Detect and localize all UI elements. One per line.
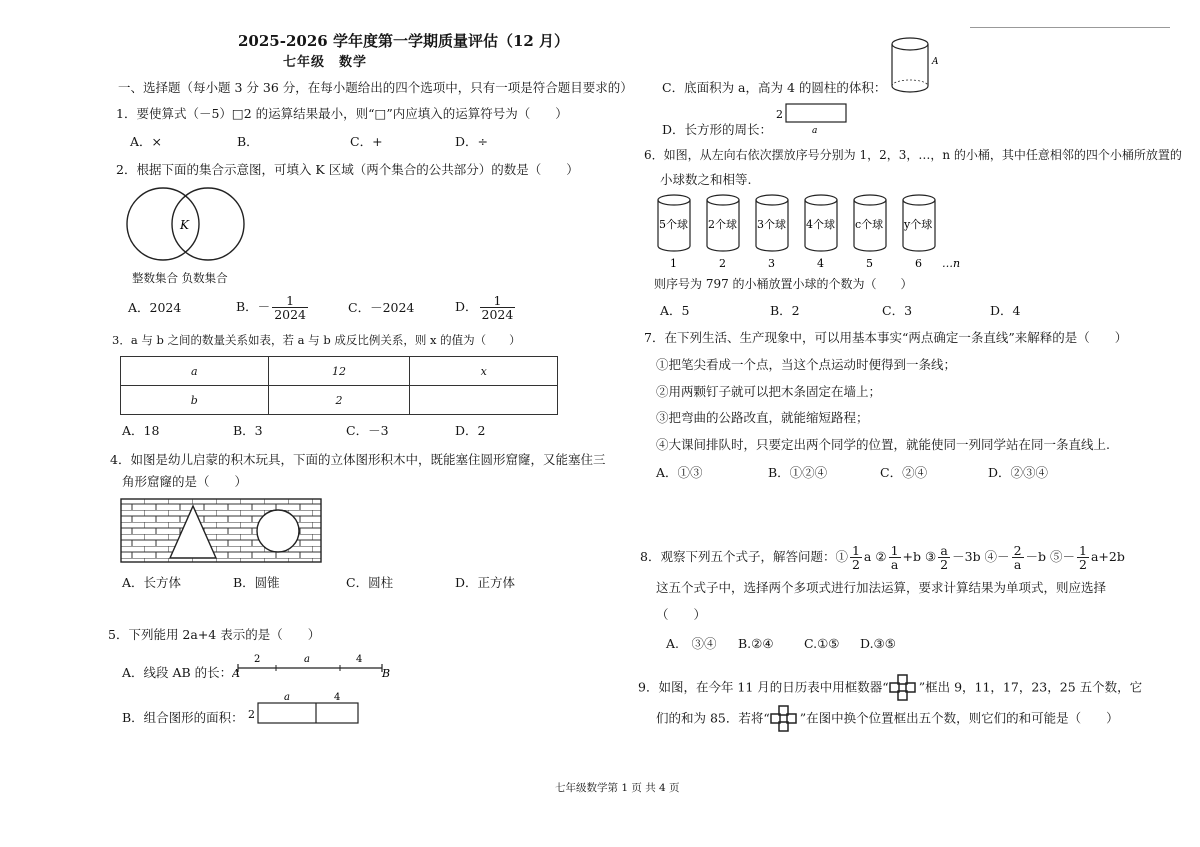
question-3-option-c: C．－3 xyxy=(346,423,389,438)
rect-top-a-label: a xyxy=(284,692,290,703)
expression-3-tail: －3b ④－ xyxy=(952,549,1010,564)
question-5-text: 5．下列能用 2a+4 表示的是（ ） xyxy=(108,627,321,642)
question-7-option-b: B．①②④ xyxy=(768,465,828,480)
scan-artifact-line xyxy=(970,27,1170,28)
bucket-number-1: 1 xyxy=(670,257,677,270)
question-6-text-line2: 小球数之和相等. xyxy=(660,172,752,187)
question-1-option-d: D．÷ xyxy=(455,134,488,149)
question-9-line1 xyxy=(638,674,1142,702)
question-8-intro: 8．观察下列五个式子，解答问题：① xyxy=(640,549,848,564)
question-5-option-c: C．底面积为 a，高为 4 的圆柱的体积： xyxy=(662,80,887,95)
buckets-figure xyxy=(650,192,970,274)
brick-wall-figure xyxy=(120,498,322,564)
question-1-option-b: B． xyxy=(237,134,259,149)
question-8-option-c: C.①⑤ xyxy=(804,636,840,651)
question-2-option-c: C．－2024 xyxy=(348,300,415,315)
page-footer: 七年级数学第 1 页 共 4 页 xyxy=(555,782,680,794)
bucket-4-label: 4个球 xyxy=(806,218,835,231)
table-cell: 2 xyxy=(268,386,410,415)
cylinder-figure xyxy=(888,36,944,98)
question-6-question: 则序号为 797 的小桶放置小球的个数为（ ） xyxy=(654,277,913,291)
question-2-option-b xyxy=(236,294,310,321)
segment-label-a: a xyxy=(304,654,310,665)
fraction-denominator: 2 xyxy=(1079,557,1087,572)
expression-1-tail: a ② xyxy=(863,549,887,564)
venn-caption: 整数集合 负数集合 xyxy=(132,271,228,285)
relation-table xyxy=(120,356,558,415)
fraction-denominator: 2024 xyxy=(481,307,514,322)
bucket-number-4: 4 xyxy=(817,257,824,270)
question-4-option-c: C．圆柱 xyxy=(346,575,394,590)
question-9-line1-start: 9．如图，在今年 11 月的日历表中用框数器“ xyxy=(638,679,889,695)
fraction xyxy=(938,544,950,571)
cross-frame-icon xyxy=(889,674,919,702)
segment-ab-figure xyxy=(232,650,397,680)
table-row xyxy=(121,386,558,415)
question-4-text-line1: 4．如图是幼儿启蒙的积木玩具，下面的立体图形积木中，既能塞住圆形窟窿，又能塞住三 xyxy=(110,452,606,467)
bucket-4 xyxy=(805,195,837,251)
bucket-2-label: 2个球 xyxy=(708,218,737,231)
expression-4-tail: －b ⑤－ xyxy=(1025,549,1075,564)
question-7-text: 7．在下列生活、生产现象中，可以用基本事实“两点确定一条直线”来解释的是（ ） xyxy=(644,330,1128,345)
question-6-option-d: D．4 xyxy=(990,303,1021,318)
table-cell: a xyxy=(121,357,269,386)
bucket-1 xyxy=(658,195,690,251)
question-1-text: 1．要使算式（－5）□2 的运算结果最小，则“□”内应填入的运算符号为（ ） xyxy=(116,106,568,121)
question-7-item-2: ②用两颗钉子就可以把木条固定在墙上； xyxy=(656,384,882,399)
fraction-numerator: 1 xyxy=(480,294,516,308)
table-cell: 12 xyxy=(268,357,410,386)
fraction xyxy=(480,294,516,321)
table-cell xyxy=(410,386,558,415)
fraction xyxy=(272,294,308,321)
fraction-numerator: 1 xyxy=(272,294,308,308)
bucket-6-label: y个球 xyxy=(904,218,933,231)
bucket-number-6: 6 xyxy=(915,257,922,270)
segment-label-4: 4 xyxy=(356,654,363,665)
question-8-option-b: B.②④ xyxy=(738,636,774,651)
rect-top-4-label: 4 xyxy=(334,692,341,703)
question-1-option-c: C．+ xyxy=(350,134,383,149)
question-8-expressions xyxy=(640,544,1125,571)
cross-frame-icon xyxy=(770,705,800,733)
question-4-text-line2: 角形窟窿的是（ ） xyxy=(122,474,248,489)
question-2-option-d xyxy=(455,294,517,321)
bucket-number-n: …n xyxy=(942,257,961,270)
fraction-denominator: a xyxy=(1013,557,1022,572)
question-5-option-b: B．组合图形的面积： xyxy=(122,710,244,725)
page-title: 2025-2026 学年度第一学期质量评估（12 月） xyxy=(238,32,570,50)
fraction xyxy=(1012,544,1024,571)
question-4-option-b: B．圆锥 xyxy=(233,575,280,590)
table-cell: b xyxy=(121,386,269,415)
question-3-text: 3．a 与 b 之间的数量关系如表，若 a 与 b 成反比例关系，则 x 的值为（ ） xyxy=(112,333,521,347)
bucket-number-2: 2 xyxy=(719,257,726,270)
question-8-option-a: A. ③④ xyxy=(666,636,717,651)
question-4-option-d: D．正方体 xyxy=(455,575,516,590)
cylinder-height-label: A xyxy=(932,57,939,67)
venn-diagram xyxy=(120,186,250,266)
bucket-2 xyxy=(707,195,739,251)
segment-label-2: 2 xyxy=(254,654,261,665)
question-7-option-a: A．①③ xyxy=(656,465,703,480)
option-b-prefix: B．－ xyxy=(236,299,271,314)
bucket-1-label: 5个球 xyxy=(659,218,688,231)
expression-2-tail: +b ③ xyxy=(902,549,937,564)
question-8-line2: 这五个式子中，选择两个多项式进行加法运算，要求计算结果为单项式，则应选择 xyxy=(656,580,1107,595)
rectangle-d-figure xyxy=(774,100,854,136)
fraction-numerator: 2 xyxy=(1013,543,1022,558)
question-5-option-a: A．线段 AB 的长： xyxy=(122,665,233,680)
fraction-numerator: 1 xyxy=(890,543,899,558)
fraction xyxy=(889,544,901,571)
composite-rect-figure xyxy=(246,690,362,726)
bucket-5-label: c个球 xyxy=(855,218,884,231)
question-2-text: 2．根据下面的集合示意图，可填入 K 区域（两个集合的公共部分）的数是（ ） xyxy=(116,162,579,177)
table-row xyxy=(121,357,558,386)
venn-k-label: K xyxy=(180,218,189,232)
question-2-option-a: A．2024 xyxy=(128,300,182,315)
fraction-denominator: 2024 xyxy=(274,307,306,322)
page-subtitle: 七年级 数学 xyxy=(283,55,368,70)
point-a-label: A xyxy=(232,667,240,680)
question-7-item-3: ③把弯曲的公路改直，就能缩短路程； xyxy=(656,410,869,425)
question-8-option-d: D.③⑤ xyxy=(860,636,896,651)
question-1-option-a: A．× xyxy=(130,134,163,149)
question-3-option-d: D．2 xyxy=(455,423,486,438)
fraction-numerator: 1 xyxy=(1079,543,1087,558)
question-7-option-c: C．②④ xyxy=(880,465,928,480)
rect-d-side-label: 2 xyxy=(776,108,783,121)
bucket-3 xyxy=(756,195,788,251)
fraction-denominator: a xyxy=(890,557,899,572)
question-6-option-a: A．5 xyxy=(660,303,690,318)
fraction xyxy=(850,544,862,571)
expression-5-tail: a+2b xyxy=(1090,549,1125,564)
question-6-text-line1: 6．如图，从左向右依次摆放序号分别为 1，2，3，…，n 的小桶，其中任意相邻的四个小桶所放置的 xyxy=(644,148,1182,162)
question-6-option-c: C．3 xyxy=(882,303,913,318)
question-9-line2-start: 们的和为 85．若将“ xyxy=(656,710,770,726)
question-8-line3: （ ） xyxy=(656,607,707,622)
bucket-number-5: 5 xyxy=(866,257,873,270)
question-9-line2-end: ”在图中换个位置框出五个数，则它们的和可能是（ ） xyxy=(799,710,1119,726)
fraction-numerator: 1 xyxy=(851,543,860,558)
rect-side-label: 2 xyxy=(248,708,255,721)
question-6-option-b: B．2 xyxy=(770,303,800,318)
fraction-numerator: a xyxy=(938,544,950,558)
bucket-3-label: 3个球 xyxy=(757,218,786,231)
fraction-denominator: 2 xyxy=(851,557,860,572)
question-7-item-1: ①把笔尖看成一个点，当这个点运动时便得到一条线； xyxy=(656,357,957,372)
question-3-option-b: B．3 xyxy=(233,423,263,438)
question-7-item-4: ④大课间排队时，只要定出两个同学的位置，就能使同一列同学站在同一条直线上. xyxy=(656,437,1110,452)
question-7-option-d: D．②③④ xyxy=(988,465,1049,480)
table-cell: x xyxy=(410,357,558,386)
question-5-option-d: D．长方形的周长： xyxy=(662,122,773,137)
rect-d-bottom-label: a xyxy=(812,126,818,136)
question-9-line1-end: ”框出 9，11，17，23，25 五个数，它 xyxy=(918,679,1143,695)
fraction-denominator: 2 xyxy=(940,557,949,572)
question-9-line2 xyxy=(656,705,1119,733)
question-4-option-a: A．长方体 xyxy=(122,575,182,590)
option-d-prefix: D． xyxy=(455,299,478,314)
point-b-label: B xyxy=(382,667,391,680)
fraction xyxy=(1077,544,1089,571)
question-3-option-a: A．18 xyxy=(122,423,160,438)
bucket-6 xyxy=(903,195,935,251)
bucket-5 xyxy=(854,195,886,251)
bucket-number-3: 3 xyxy=(768,257,775,270)
section-heading: 一、选择题（每小题 3 分 36 分，在每小题给出的四个选项中，只有一项是符合题目要求的） xyxy=(118,80,633,95)
